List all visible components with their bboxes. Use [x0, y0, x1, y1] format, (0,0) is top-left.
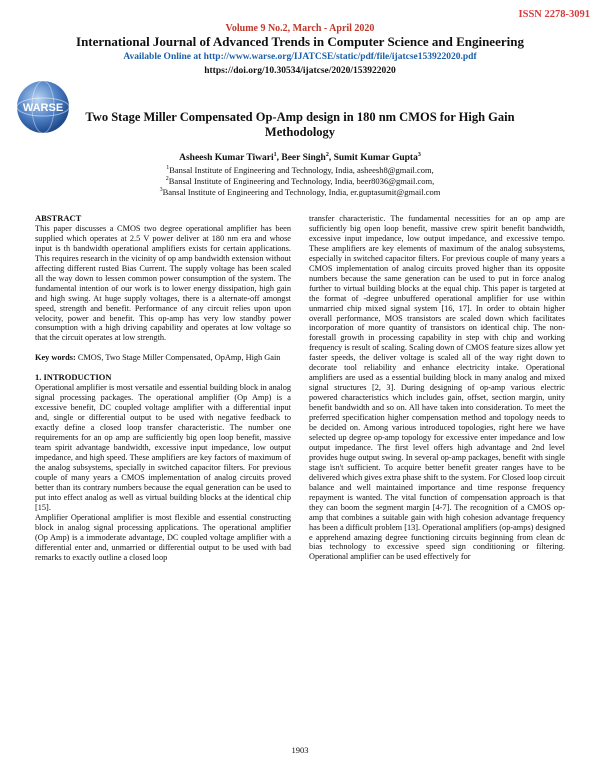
author-name: Beer Singh [281, 153, 326, 164]
volume-label: Volume 9 No.2, March - April 2020 [225, 23, 375, 34]
author-sup: 2 [325, 152, 329, 158]
page-number: 1903 [291, 745, 309, 755]
right-column-text: transfer characteristic. The fundamental necessities for an op amp are sufficiently big open loop benefit, massive crew spirit benefit bandwidth, excessive input impedance, low output impedance, and excessive tempo. These amplifiers are key elements of maximum of the analog subsystems, especially in switched capacitor filters. For previous couple of many years a CMOS implementation of analog circuits proved higher than its opposite numbers because the same generation can be used to put in force analog further to virtual building blocks at the equal chip. This paper is targeted at the format of -degree unbuffered operational amplifier for use within unmarried chip mixed signal system [16, 17]. In order to obtain higher overall performance, MOS transistors are scaled down which facilitates incorporation of more quantity of transistors on identical chip. The non-forestall growth in processing capability in step with chip and working frequency is result of scaling. Scaling down of CMOS feature sizes allow yet faster speeds, the deliver voltage is scaled all of the way right down to decorate tool reliability and enhance electricity intake. Operational amplifiers are used as a essential building block in many analog and mixed signal structures [2, 3]. During designing of op-amp various electric powered characteristics which includes gain, offset, section margin, unity benefit bandwidth and so on. All have taken into consideration. To meet the preferred specification higher compensation method and topology needs to be decided on. Among various introduced topologies, right here we have selected up degree op-amp topology for excessive enter impedance and low output impedance. The first level offers high advantage and 2nd level provides huge output swing. In several op-amp packages, benefit with single stage isn't sufficient. To acquire better benefit greater ranges have to be delivered which gives extra phase shift to the system. For Closed loop circuit balance and well maintained importance and time response frequency repayment is wanted. The vital function of compensation approach is that they can boom the segment margin [4-7]. The recognition of a CMOS op-amp that combines a suitable gain with high cohesion advantage frequency has been a difficult problem [13]. Operational amplifiers (op-amps) designed e apprehend amazing degree functioning circuits beginning from clean dc bias technology to excessive speed sign conditioning or filtering. Operational amplifier can be used effectively for [309, 214, 565, 562]
keywords [35, 353, 291, 363]
abstract-heading: ABSTRACT [35, 213, 82, 223]
paper-title: Two Stage Miller Compensated Op-Amp design in 180 nm CMOS for High Gain Methodology [85, 110, 515, 139]
logo-text: WARSE [22, 102, 64, 114]
affiliation-3: $^3$Bansal Institute of Engineering and Technology, India, er.guptasumit@gmail.com [159, 187, 441, 197]
journal-title: International Journal of Advanced Trends in Computer Science and Engineering [76, 34, 524, 49]
issn-label: ISSN 2278-3091 [518, 9, 590, 20]
left-column [35, 214, 291, 562]
doi-link[interactable]: https://doi.org/10.30534/ijatcse/2020/153922020 [204, 66, 396, 76]
introduction-heading: 1. INTRODUCTION [35, 372, 112, 383]
author-sup: 1 [273, 152, 277, 158]
right-column [309, 214, 565, 562]
author-name: Asheesh Kumar Tiwari [179, 153, 274, 164]
author-sup: 3 [417, 152, 421, 158]
abstract-text: This paper discusses a CMOS two degree operational amplifier has been supplied which operates at 2.5 V power deliver at 180 nm era and whose input is th bandwidth operational amplifiers exists for certain applications. This requires research in the vicinity of op amp bandwidth extension without affecting different rusted Bias Current. The supply voltage has been scaled all the way down to lessen common power consumption of the system. The fundamental intention of our work is to lower energy dissipation, high gain and high swing. At huge supply voltages, there is a alternate-off amongst speed, strength and benefit. Performance of any circuit relies upon upon velocity, power and benefit. This op-amp has very low standby power consumption with a high driving capability and operates at low voltage so that the circuit operates at low strength. [35, 223, 291, 343]
intro-paragraph-2: Amplifier Operational amplifier is most flexible and essential constructing block in analog signal processing applications. The operational amplifier (Op Amp) is a immoderate advantage, DC coupled voltage amplifier with a differential enter and, unmarried or differential output to be used with bad remarks to exactly outline a closed loop [35, 512, 291, 562]
affiliation-2: $^2$Bansal Institute of Engineering and Technology, India, beer8036@gmail.com, [165, 176, 435, 186]
intro-paragraph-1: Operational amplifier is most versatile and essential building block in analog signal processing packages. The operational amplifier (Op Amp) is a excessive benefit, DC coupled voltage amplifier with a differential input and, single or differential output to be used with negative feedback to exactly define a closed loop transfer characteristic. The number one requirements for an op amp are sufficiently big open loop benefit, massive team spirit advantage bandwidth, excessive input impedance, low output impedance, and high speed. These amplifiers are key factors of maximum of the analog subsystems, specially in switched capacitor filters. For previous couple of many years a CMOS implementation of analog circuits proved better than its contrary numbers because the equal generation can be used to put into effect analog as well as virtual building blocks at the identical chip [15]. [35, 383, 291, 512]
author-name: Sumit Kumar Gupta [333, 153, 418, 164]
affiliation-1: $^1$Bansal Institute of Engineering and Technology, India, asheesh8@gmail.com, [166, 165, 434, 175]
available-online-link[interactable]: Available Online at http://www.warse.org/IJATCSE/static/pdf/file/ijatcse153922020.pdf [123, 52, 477, 62]
author-list: Asheesh Kumar Tiwari$^1$, Beer Singh$^2$, Sumit Kumar Gupta$^3$ [179, 152, 421, 164]
keywords-text: CMOS, Two Stage Miller Compensated, OpAmp, High Gain [77, 353, 281, 363]
keywords-label: Key words: [35, 353, 76, 363]
